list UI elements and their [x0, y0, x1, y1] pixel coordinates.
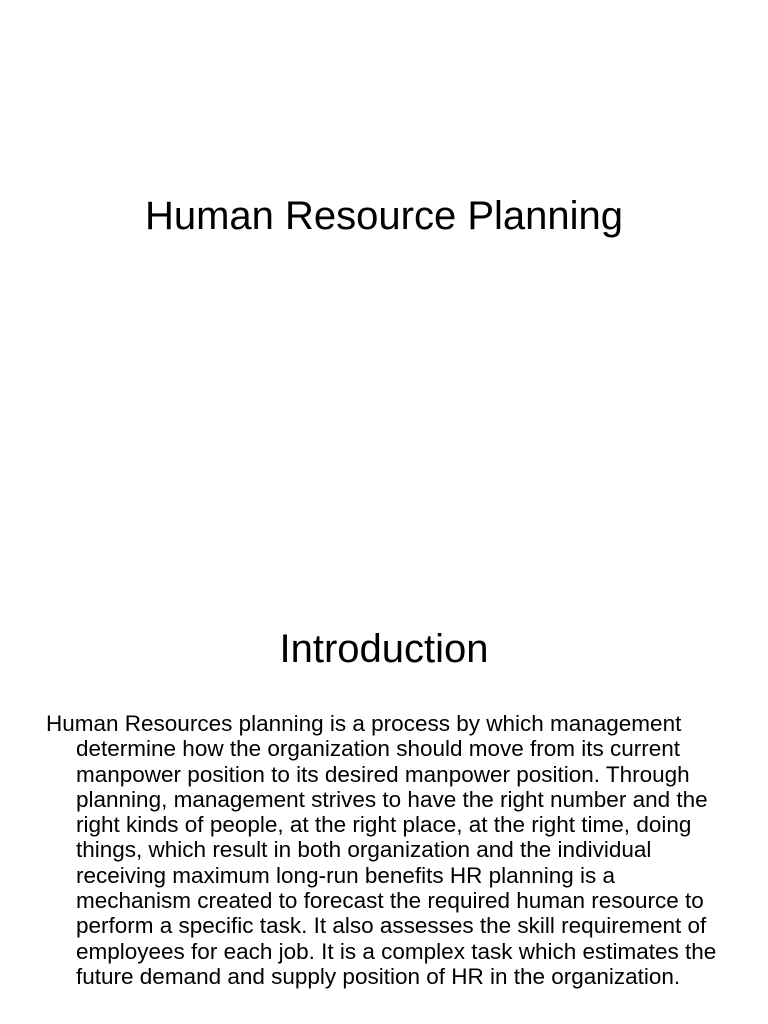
slide-title: Human Resource Planning	[144, 194, 624, 238]
body-paragraph: Human Resources planning is a process by which management determine how the organization should move from its current manpower position to its desired manpower position. Through planning, management strives to have the right number and the right kinds of people, at the right place, at the right time, doing things, which result in both organization and the individual receiving maximum long-run benefits HR planning is a mechanism created to forecast the required human resource to perform a specific task. It also assesses the skill requirement of employees for each job. It is a complex task which estimates the future demand and supply position of HR in the organization.	[46, 711, 717, 989]
section-heading: Introduction	[279, 627, 489, 671]
